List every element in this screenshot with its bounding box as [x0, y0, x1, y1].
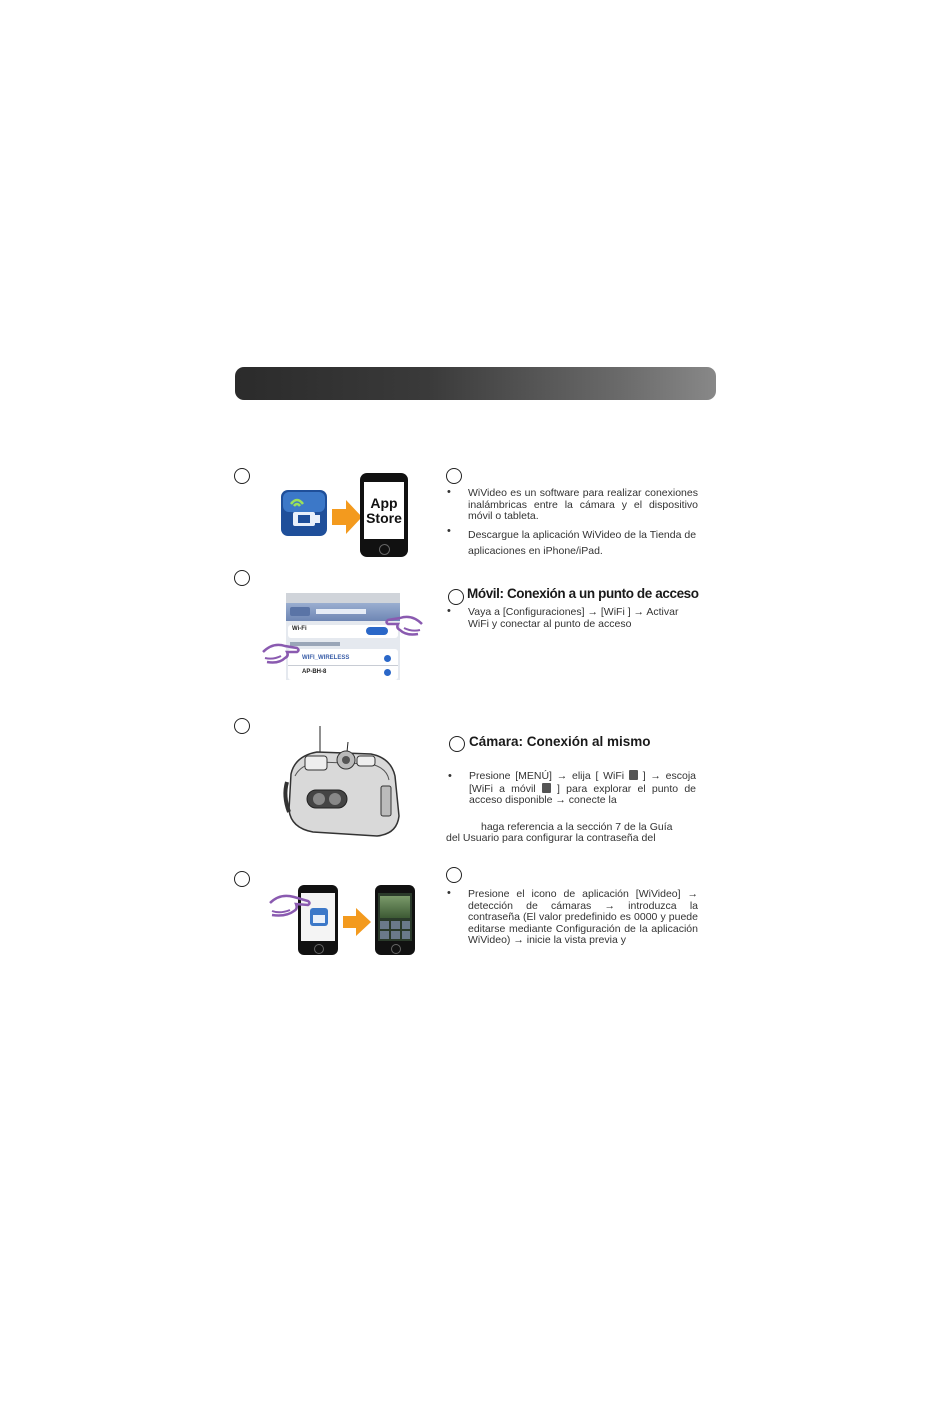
- camera-illustration: [283, 726, 401, 838]
- section3-bullet-part3: ] para explorar el punto de acceso disponible → conecte la: [469, 782, 696, 806]
- section4-bullet1: Presione el icono de aplicación [WiVideo] → detección de cámaras → introduzca la contraseña (El valor predefinido es 0000 y puede editarse mediante Configuración de la aplicación WiVideo) → inicie la vista previa y: [468, 888, 698, 946]
- info-icon: [384, 669, 391, 676]
- step-circle-2-text: [448, 589, 464, 605]
- bullet-dot: •: [447, 525, 451, 537]
- section3-note-line2: del Usuario para configurar la contraseña del: [446, 832, 656, 844]
- bullet-dot: •: [447, 486, 451, 498]
- network-name-2: AP-BH-8: [302, 669, 327, 675]
- wivideo-app-icon: [281, 490, 327, 536]
- bullet-dot: •: [447, 887, 451, 899]
- section3-bullet: [469, 770, 696, 807]
- arrow-right-icon: [332, 500, 362, 534]
- home-button: [379, 544, 390, 555]
- section-header-bar: [235, 367, 716, 400]
- home-button: [314, 944, 324, 954]
- section1-bullet2: Descargue la aplicación WiVideo de la Tienda de aplicaciones en iPhone/iPad.: [468, 529, 697, 557]
- section2-bullet1: Vaya a [Configuraciones] → [WiFi ] → Activar WiFi y conectar al punto de acceso: [468, 606, 679, 630]
- pointing-hand-icon: [261, 640, 301, 666]
- bullet-dot: •: [447, 605, 451, 617]
- info-icon: [384, 655, 391, 662]
- step-circle-4-text: [446, 867, 462, 883]
- arrow-right-icon: [343, 908, 371, 936]
- wifi-label: Wi-Fi: [292, 626, 307, 632]
- wifi-to-mobile-icon: [542, 783, 551, 793]
- section3-note-line1: haga referencia a la sección 7 de la Guía: [481, 821, 673, 833]
- section1-bullet1: WiVideo es un software para realizar conexiones inalámbricas entre la cámara y el dispositivo móvil o tableta.: [468, 487, 698, 522]
- step-circle-2: [234, 570, 250, 586]
- step-circle-3: [234, 718, 250, 734]
- section2-title: Móvil: Conexión a un punto de acceso: [467, 586, 699, 601]
- home-button: [391, 944, 401, 954]
- pointing-hand-icon: [384, 612, 424, 638]
- step-circle-3-text: [449, 736, 465, 752]
- app-store-label: App: [370, 495, 398, 511]
- phone-app-store-illustration: [360, 473, 408, 557]
- section3-bullet-part2: ] → escoja [WiFi a móvil: [469, 770, 696, 795]
- bullet-dot: •: [448, 770, 452, 782]
- wifi-settings-screenshot: [286, 593, 400, 680]
- step-circle-1: [234, 468, 250, 484]
- section3-bullet-part1: Presione [MENÚ] → elija [ WiFi: [469, 770, 625, 782]
- step-circle-4: [234, 871, 250, 887]
- wifi-menu-icon: [629, 770, 638, 780]
- network-name-1: WIFI_WIRELESS: [302, 655, 350, 661]
- pointing-hand-icon: [268, 893, 312, 921]
- section3-title: Cámara: Conexión al mismo: [469, 734, 651, 749]
- app-store-label-2: Store: [366, 510, 402, 526]
- step-circle-1-text: [446, 468, 462, 484]
- phone-preview-illustration: [375, 885, 415, 955]
